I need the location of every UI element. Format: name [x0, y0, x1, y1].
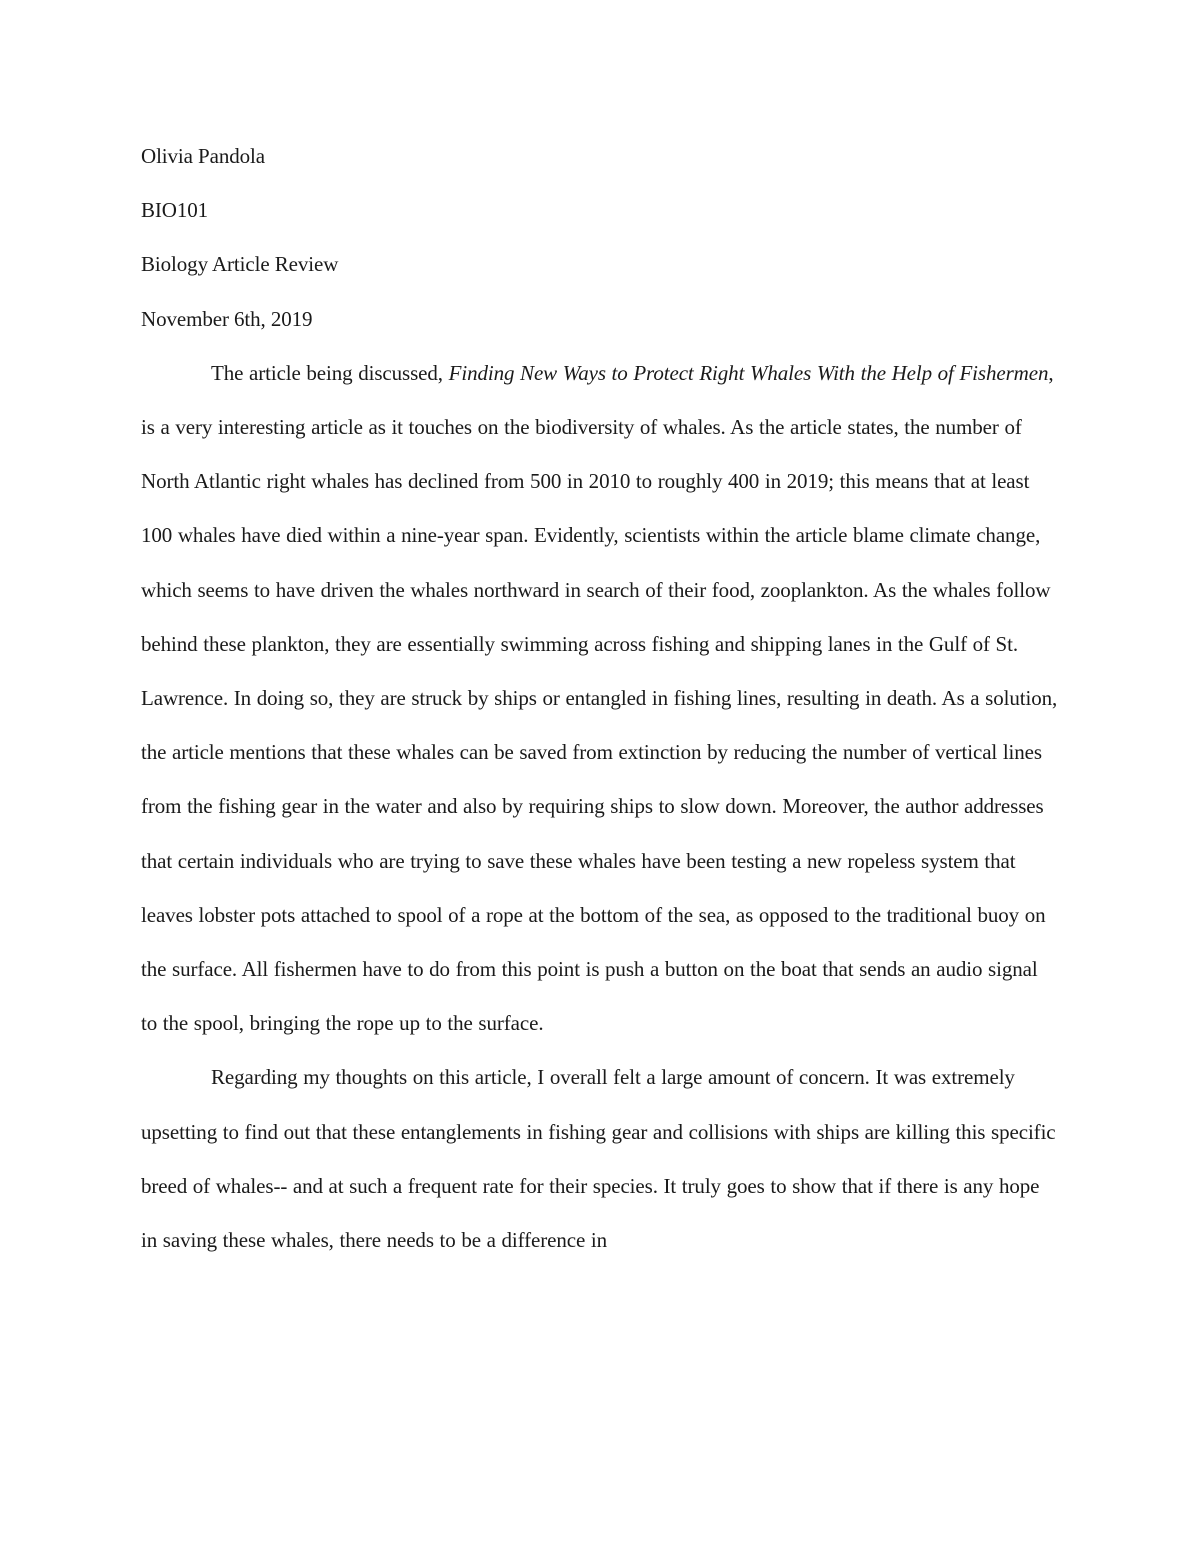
paragraph-2: Regarding my thoughts on this article, I overall felt a large amount of concern. It was extremely upsetting to find out that these entanglements in fishing gear and collisions with ships are killing this specific breed of whales-- and at such a frequent rate for their species. It truly goes to show that if there is any hope in saving these whales, there needs to be a difference in — [141, 1065, 1056, 1253]
paragraph-1-rest: , is a very interesting article as it touches on the biodiversity of whales. As the article states, the number of North Atlantic right whales has declined from 500 in 2010 to roughly 400 in 2019; this means that at least 100 whales have died within a nine-year span. Evidently, scientists within the article blame climate change, which seems to have driven the whales northward in search of their food, zooplankton. As the whales follow behind these plankton, they are essentially swimming across fishing and shipping lanes in the Gulf of St. Lawrence. In doing so, they are struck by ships or entangled in fishing lines, resulting in death. As a solution, the article mentions that these whales can be saved from extinction by reducing the number of vertical lines from the fishing gear in the water and also by requiring ships to slow down. Moreover, the author addresses that certain individuals who are trying to save these whales have been testing a new ropeless system that leaves lobster pots attached to spool of a rope at the bottom of the sea, as opposed to the traditional buoy on the surface. All fishermen have to do from this point is push a button on the boat that sends an audio signal to the spool, bringing the rope up to the surface. — [141, 360, 1058, 1036]
author-name: Olivia Pandola — [141, 144, 265, 168]
assignment-title: Biology Article Review — [141, 252, 339, 277]
paragraph-1-lead: The article being discussed, — [211, 360, 449, 385]
document-body — [141, 129, 1059, 1267]
document-date: November 6th, 2019 — [141, 306, 313, 331]
article-title: Finding New Ways to Protect Right Whales With the Help of Fishermen — [448, 360, 1049, 385]
paragraph-1 — [141, 346, 1059, 1051]
course-code: BIO101 — [141, 198, 209, 223]
